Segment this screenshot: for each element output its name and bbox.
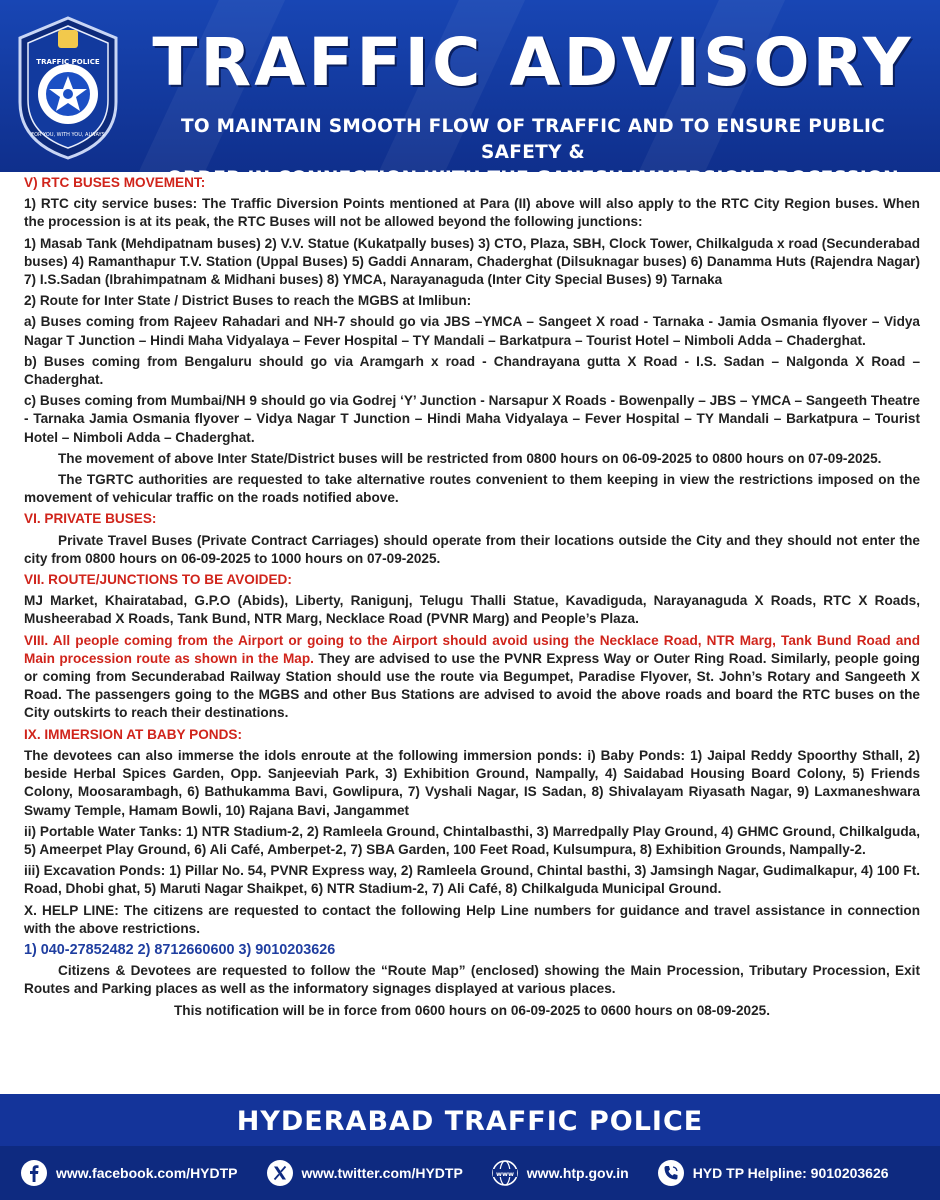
section-9-excavation-ponds: iii) Excavation Ponds: 1) Pillar No. 54, PVNR Express way, 2) Ramleela Ground, Chintal basthi, 3) Jamsingh Nagar, Gudimalkapur, 4) 100 Ft. Road, Dhobi ghat, 5) Maruti Nagar Shaikpet, 6) NTR Stadium-2, 7) Ali Café, 8) Chilkalguda Municipal Ground. [24, 863, 920, 897]
advisory-body [24, 174, 920, 1092]
x-twitter-icon [266, 1159, 294, 1187]
section-5-heading: V) RTC BUSES MOVEMENT: [24, 175, 206, 190]
section-9-heading: IX. IMMERSION AT BABY PONDS: [24, 726, 243, 742]
section-5-para-route: 2) Route for Inter State / District Buses to reach the MGBS at Imlibun: [24, 293, 472, 309]
traffic-police-badge-icon [12, 14, 124, 162]
section-5-route-a: a) Buses coming from Rajeev Rahadari and NH-7 should go via JBS –YMCA – Sangeet X road - Tarnaka - Jamia Osmania flyover – Vidya Nagar T Junction – Hindi Maha Vidyalaya – Fever Hospital – TY Mandali – Barkatpura – Tourist Hotel – Nimboli Adda – Chaderghat. [24, 314, 920, 348]
section-8-warning: VIII. All people coming from the Airport or going to the Airport should avoid using the Necklace Road, NTR Marg, Tank Bund Road and Main procession route as shown in the Map. [24, 632, 920, 666]
subtitle-line-1: TO MAINTAIN SMOOTH FLOW OF TRAFFIC AND TO ENSURE PUBLIC SAFETY & [180, 116, 886, 163]
section-5-para-1: 1) RTC city service buses: The Traffic Diversion Points mentioned at Para (II) above will also apply to the RTC City Region buses. When the procession is at its peak, the RTC Buses will not be allowed beyond the following junctions: [24, 196, 920, 230]
closing-notification-period: This notification will be in force from 0600 hours on 06-09-2025 to 0600 hours on 08-09-2025. [173, 1002, 771, 1018]
www-label: www [495, 1169, 514, 1178]
facebook-link[interactable] [20, 1159, 238, 1187]
section-6-para: Private Travel Buses (Private Contract Carriages) should operate from their locations outside the City and they should not enter the city from 0800 hours on 06-09-2025 to 1000 hours on 07-09-2025. [24, 532, 920, 566]
website-link[interactable] [491, 1159, 629, 1187]
section-5-restriction: The movement of above Inter State/District buses will be restricted from 0800 hours on 06-09-2025 to 0800 hours on 07-09-2025. [58, 450, 882, 466]
section-5-junction-list: 1) Masab Tank (Mehdipatnam buses) 2) V.V. Statue (Kukatpally buses) 3) CTO, Plaza, SBH, Clock Tower, Chilkalguda x road (Secunderabad buses) 4) Ramanthapur T.V. Station (Uppal Buses) 5) Gaddi Annaram, Chaderghat (Dilsuknagar buses) 6) Danamma Huts (Rajendra Nagar) 7) I.S.Sadan (Ibrahimpatnam & Midhani buses) 8) YMCA, Narayanaguda (Inter City Special Buses) 9) Tarnaka [24, 235, 920, 288]
section-5-route-c: c) Buses coming from Mumbai/NH 9 should go via Godrej ‘Y’ Junction - Narsapur X Roads - Bowenpally – JBS – YMCA – Sangeeth Theatre - Tarnaka Jamia Osmania flyover – Vidya Nagar T Junction – Hindi Maha Vidyalaya – Fever Hospital – TY Mandali – Barkatpura – Tourist Hotel – Nimboli Adda – Chaderghat. [24, 393, 920, 445]
section-7-heading: VII. ROUTE/JUNCTIONS TO BE AVOIDED: [24, 572, 292, 588]
helpline-text: HYD TP Helpline: 9010203626 [692, 1165, 889, 1181]
helpline-numbers: 1) 040-27852482 2) 8712660600 3) 9010203626 [24, 941, 336, 958]
facebook-url: www.facebook.com/HYDTP [56, 1165, 238, 1181]
website-url: www.htp.gov.in [526, 1165, 629, 1181]
facebook-icon [20, 1159, 48, 1187]
page-title: TRAFFIC ADVISORY [152, 24, 914, 101]
footer [0, 1094, 940, 1200]
helpline-link[interactable] [657, 1159, 889, 1187]
phone-icon [657, 1159, 685, 1187]
section-6-heading: VI. PRIVATE BUSES: [24, 511, 157, 527]
badge-top-text: TRAFFIC POLICE [36, 58, 100, 66]
section-9-water-tanks: ii) Portable Water Tanks: 1) NTR Stadium-2, 2) Ramleela Ground, Chintalbasthi, 3) Marredpally Play Ground, 4) GHMC Ground, Chilkalguda, 5) Ameerpet Play Ground, 6) Ali Café, Amberpet-2, 7) SBA Garden, 100 Feet Road, Kulsumpura, 8) Exhibition Grounds, Nampally-2. [24, 823, 920, 857]
section-8-para [24, 632, 920, 723]
section-5-route-b: b) Buses coming from Bengaluru should go via Aramgarh x road - Chandrayana gutta X Road - I.S. Sadan – Nalgonda X Road – Chaderghat. [24, 353, 920, 388]
subtitle-line-2: ORDER IN CONNECTION WITH THE GANESH IMMERSION PROCESSION [167, 168, 899, 189]
twitter-link[interactable] [266, 1159, 463, 1187]
section-5-tgrtc-note: The TGRTC authorities are requested to take alternative routes convenient to them keeping in view the restrictions imposed on the movement of vehicular traffic on the roads notified above. [24, 472, 920, 506]
section-9-baby-ponds: The devotees can also immerse the idols enroute at the following immersion ponds: i) Baby Ponds: 1) Jaipal Reddy Spoorthy Sthall, 2) beside Herbal Spices Garden, Opp. Sanjeeviah Park, 3) Exhibition Ground, Nampally, 4) Saidabad Housing Board Colony, 5) Friends Colony, Moosarambagh, 6) Bathukamma Bavi, Gowlipura, 7) Vyshali Nagar, IS Sadan, 8) Shivalayam Riyasath Nagar, 9) Laxmaneshwara Swamy Temple, Hamam Bowli, 10) Rajana Bavi, Jangammet [24, 747, 920, 818]
section-8-advice: They are advised to use the PVNR Express Way or Outer Ring Road. Similarly, people going or coming from Secunderabad Railway Station should use the route via Begumpet, Paradise Flyover, St. John’s Rotary and Sangeeth X Road. The passengers going to the MGBS and other Bus Stations are advised to avoid the above roads and board the RTC buses on the City outskirts to reach their destinations. [24, 650, 920, 721]
section-7-junction-list: MJ Market, Khairatabad, G.P.O (Abids), Liberty, Ranigunj, Telugu Thalli Statue, Kavadiguda, Narayanaguda X Roads, RTC X Roads, Musheerabad X Roads, Tank Bund, NTR Marg, Necklace Road (PVNR Marg) and People’s Plaza. [24, 593, 920, 627]
globe-icon [491, 1159, 519, 1187]
section-10-helpline: X. HELP LINE: The citizens are requested to contact the following Help Line numbers for guidance and travel assistance in connection with the above restrictions. [24, 902, 920, 936]
twitter-url: www.twitter.com/HYDTP [301, 1165, 463, 1181]
footer-contact-bar [0, 1146, 940, 1200]
closing-route-map-note: Citizens & Devotees are requested to follow the “Route Map” (enclosed) showing the Main Procession, Tributary Procession, Exit Routes and Parking places as well as the informatory signages displayed at various places. [24, 963, 920, 997]
footer-title: HYDERABAD TRAFFIC POLICE [236, 1106, 704, 1137]
badge-bottom-text: FOR YOU, WITH YOU, ALWAYS [31, 132, 105, 138]
